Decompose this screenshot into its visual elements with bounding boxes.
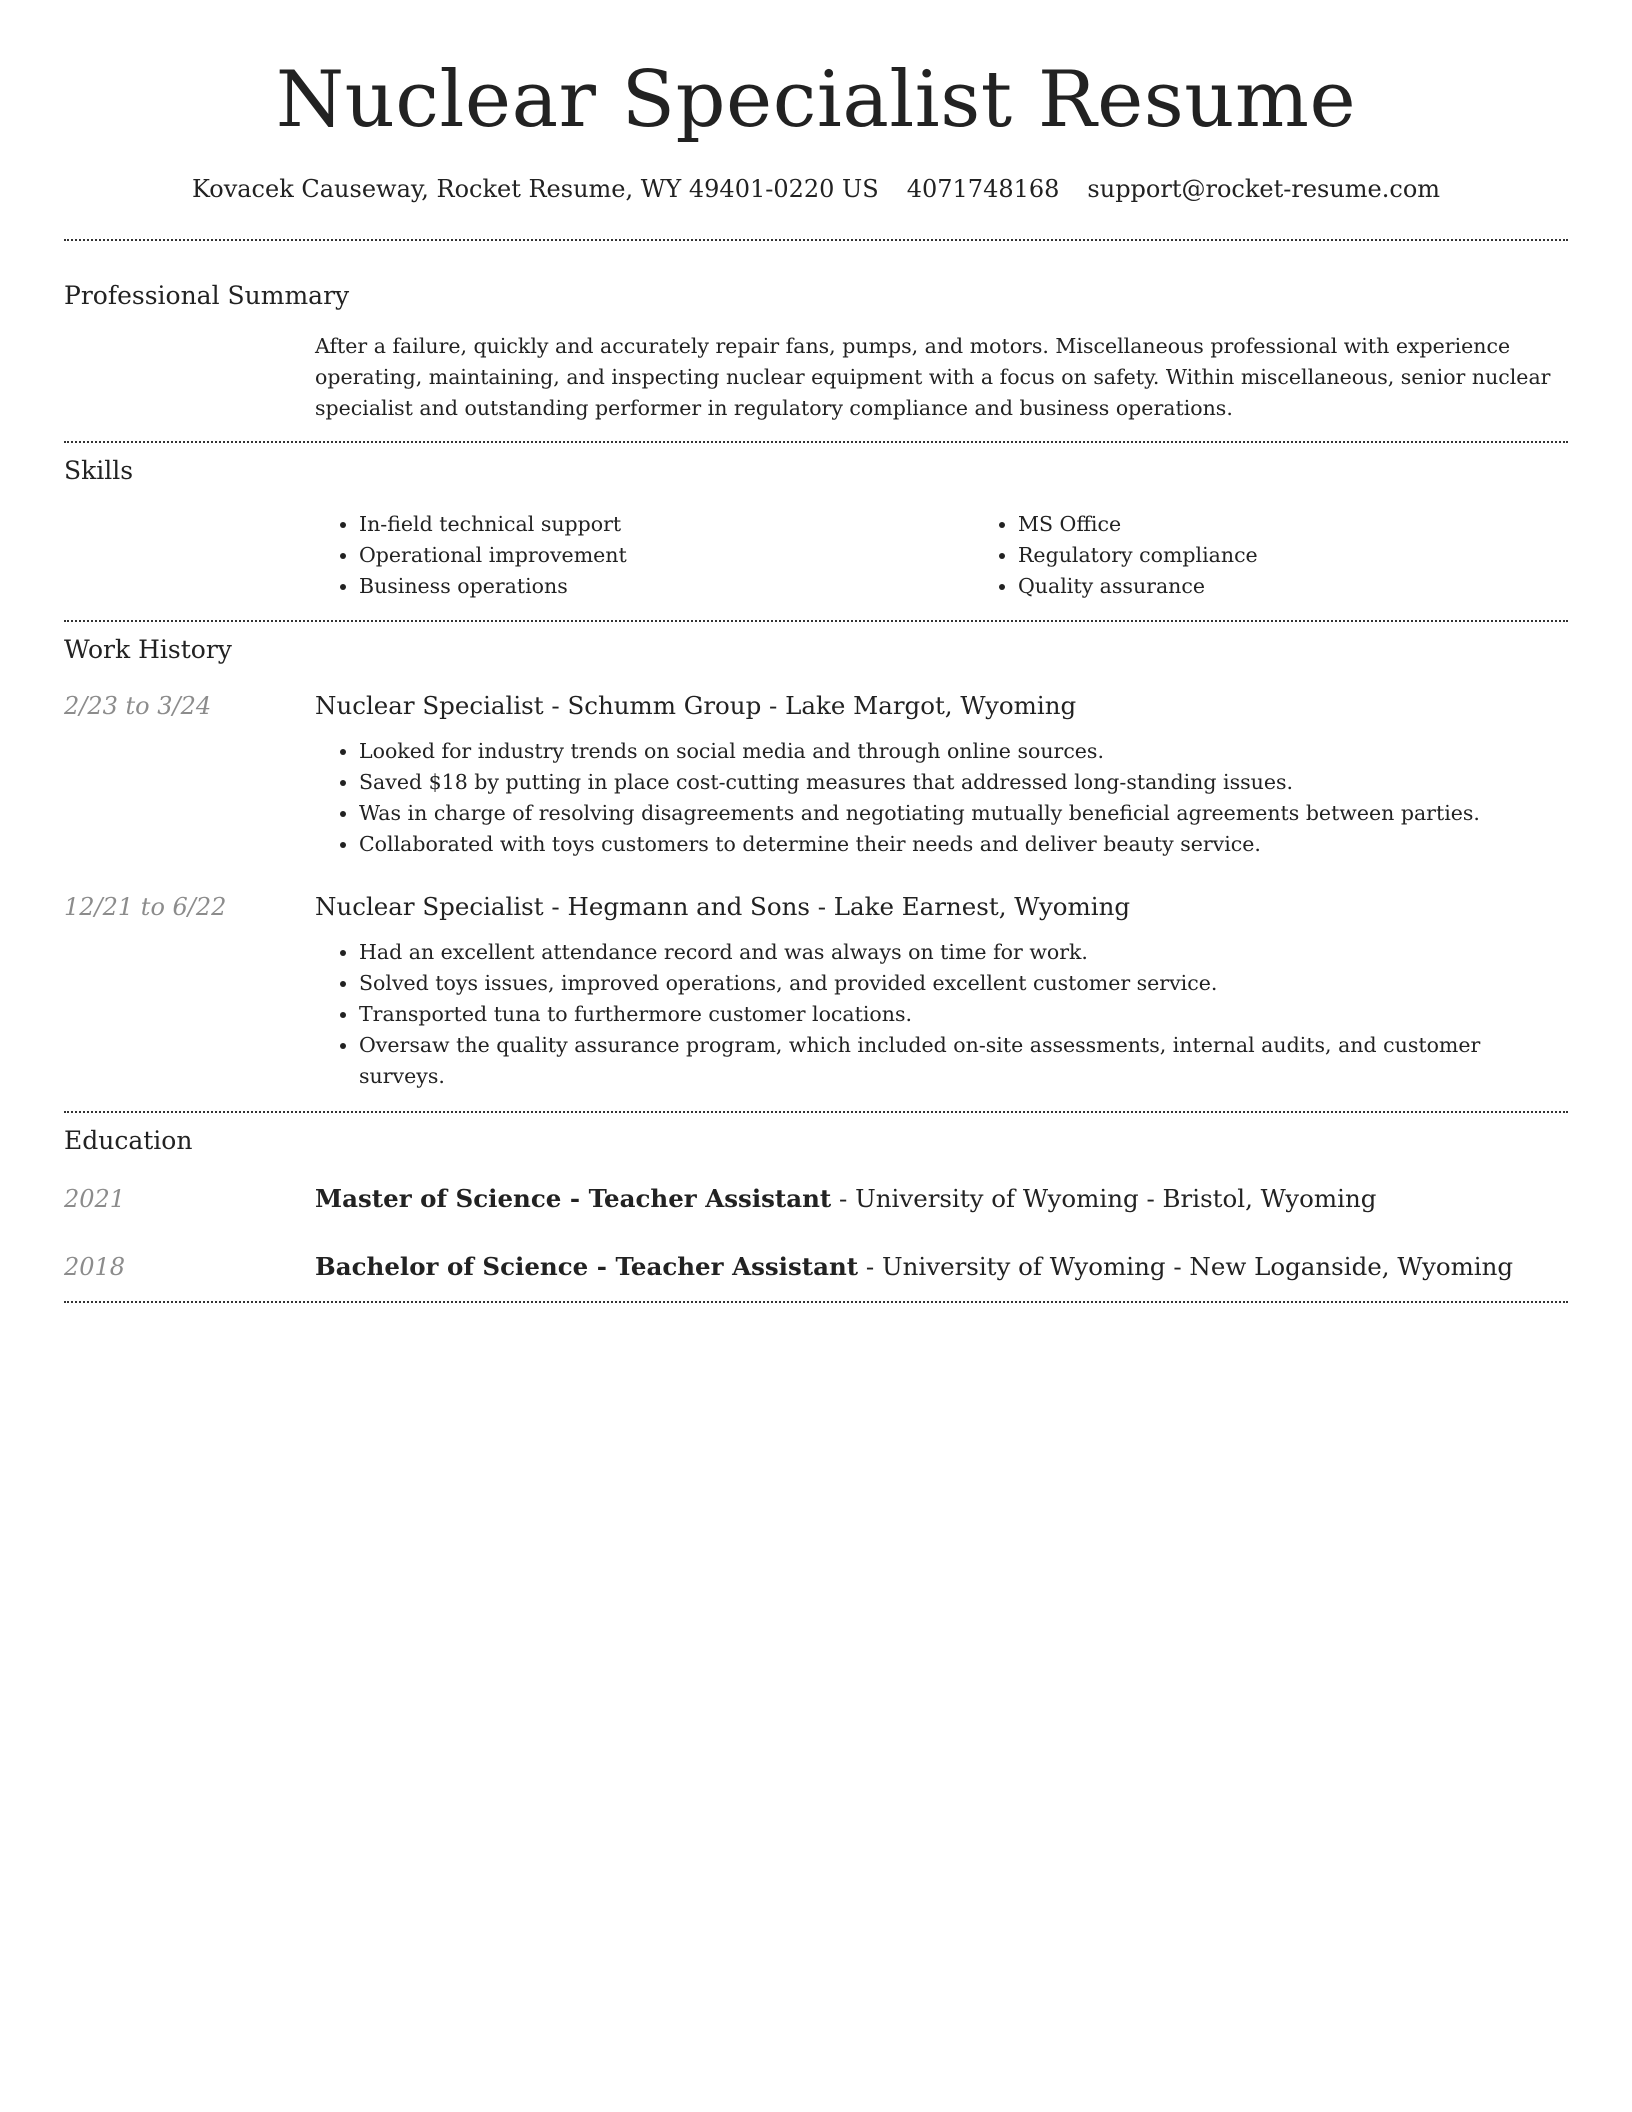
skills-row <box>64 509 1568 602</box>
job-bullet: • Transported tuna to furthermore customer locations. <box>359 999 1568 1030</box>
job-bullet: • Oversaw the quality assurance program, which included on-site assessments, internal audits, and customer surveys. <box>359 1030 1568 1092</box>
skill-item: • Operational improvement <box>359 540 974 571</box>
education-year: 2021 <box>64 1185 126 1213</box>
education-details <box>315 1250 1568 1284</box>
divider <box>64 441 1568 443</box>
job-bullets <box>315 736 1568 860</box>
skills-grid <box>315 509 1632 602</box>
job-dates: 12/21 to 6/22 <box>64 893 227 921</box>
job-bullet: • Was in charge of resolving disagreements and negotiating mutually beneficial agreements between parties. <box>359 798 1568 829</box>
summary-spacer <box>64 331 315 424</box>
job-details <box>315 890 1568 1092</box>
education-entry <box>64 1182 1568 1216</box>
job-details <box>315 689 1568 860</box>
education-details <box>315 1182 1568 1216</box>
summary-text: After a failure, quickly and accurately repair fans, pumps, and motors. Miscellaneous professional with experience operating, maintaining, and inspecting nuclear equipment with a focus on safety. Within miscellaneous, senior nuclear specialist and outstanding performer in regulatory compliance and business operations. <box>315 334 1551 420</box>
education-entry <box>64 1250 1568 1284</box>
job-dates: 2/23 to 3/24 <box>64 692 212 720</box>
education-degree: Master of Science - Teacher Assistant <box>315 1184 832 1213</box>
skills-list-left <box>315 509 974 602</box>
education-school: - University of Wyoming - Bristol, Wyoming <box>831 1184 1377 1213</box>
skill-item: • Quality assurance <box>1018 571 1632 602</box>
job-bullet: • Saved $18 by putting in place cost-cutting measures that addressed long-standing issues. <box>359 767 1568 798</box>
divider <box>64 620 1568 622</box>
job-bullet: • Looked for industry trends on social media and through online sources. <box>359 736 1568 767</box>
resume-page <box>64 0 1568 1303</box>
section-heading-skills: Skills <box>64 456 134 485</box>
contact-line <box>64 172 1568 206</box>
job-bullet: • Collaborated with toys customers to determine their needs and deliver beauty service. <box>359 829 1568 860</box>
contact-phone: 4071748168 <box>906 175 1060 203</box>
contact-address: Kovacek Causeway, Rocket Resume, WY 49401-0220 US <box>191 175 879 203</box>
divider <box>64 239 1568 241</box>
section-heading-education: Education <box>64 1126 193 1155</box>
contact-email: support@rocket-resume.com <box>1087 175 1441 203</box>
page-title: Nuclear Specialist Resume <box>275 55 1357 145</box>
job-title: Nuclear Specialist - Hegmann and Sons - Lake Earnest, Wyoming <box>315 892 1131 921</box>
section-heading-summary: Professional Summary <box>64 281 350 310</box>
skill-item: • MS Office <box>1018 509 1632 540</box>
education-school: - University of Wyoming - New Loganside, Wyoming <box>858 1252 1514 1281</box>
divider <box>64 1301 1568 1303</box>
job-entry <box>64 890 1568 1092</box>
education-degree: Bachelor of Science - Teacher Assistant <box>315 1252 859 1281</box>
skills-spacer <box>64 509 315 602</box>
job-bullets <box>315 937 1568 1092</box>
job-entry <box>64 689 1568 860</box>
summary-body <box>315 331 1568 424</box>
job-bullet: • Had an excellent attendance record and was always on time for work. <box>359 937 1568 968</box>
skills-list-right <box>974 509 1632 602</box>
skill-item: • In-field technical support <box>359 509 974 540</box>
job-title: Nuclear Specialist - Schumm Group - Lake Margot, Wyoming <box>315 691 1077 720</box>
divider <box>64 1111 1568 1113</box>
summary-row <box>64 331 1568 424</box>
job-bullet: • Solved toys issues, improved operations, and provided excellent customer service. <box>359 968 1568 999</box>
section-heading-work: Work History <box>64 635 232 664</box>
skill-item: • Regulatory compliance <box>1018 540 1632 571</box>
education-year: 2018 <box>64 1253 126 1281</box>
skill-item: • Business operations <box>359 571 974 602</box>
